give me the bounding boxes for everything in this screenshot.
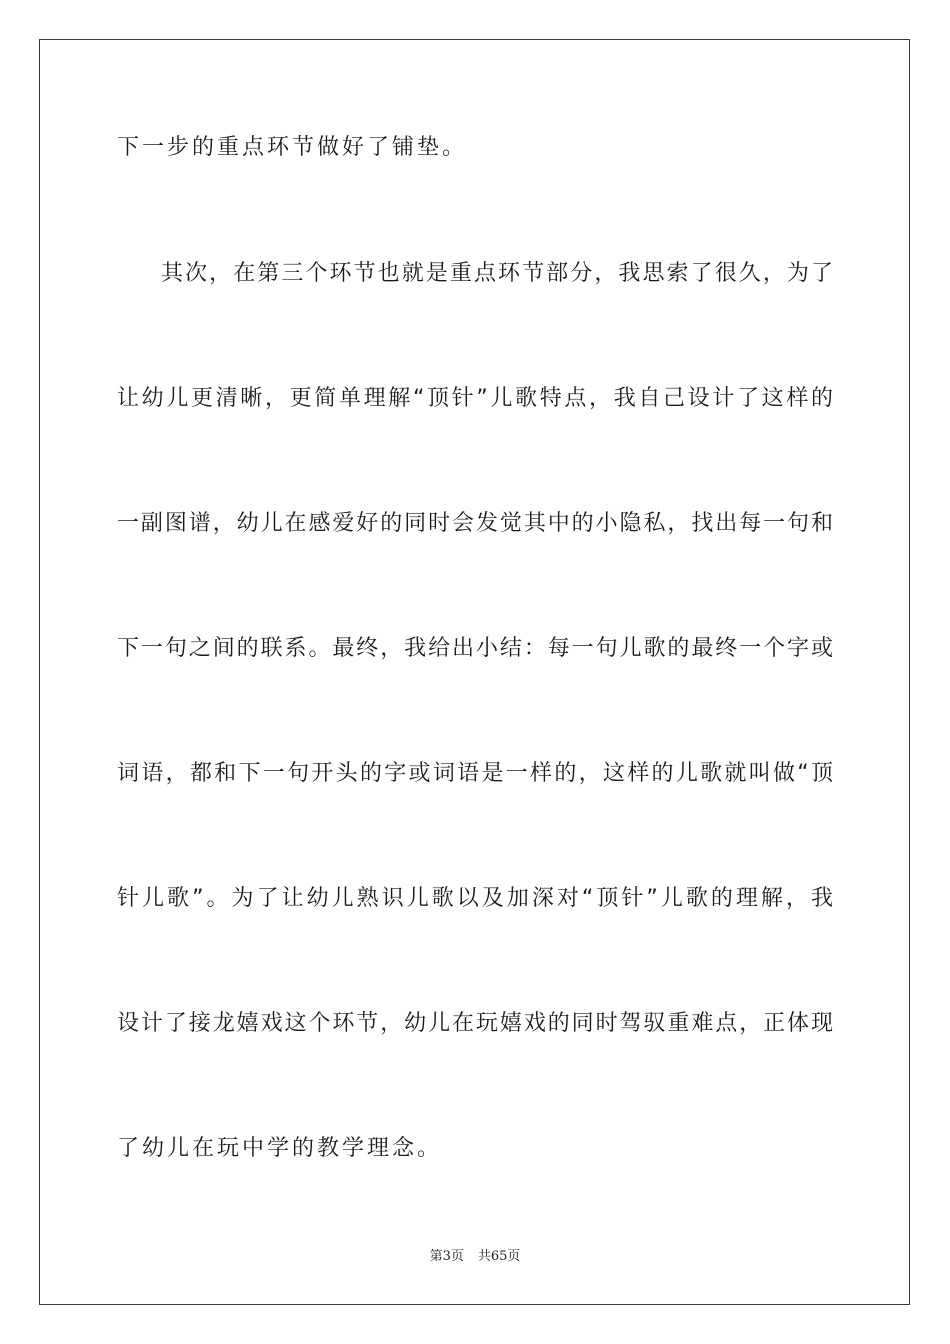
page-border bbox=[39, 39, 910, 1305]
paragraph-line: 下一句之间的联系。最终，我给出小结：每一句儿歌的最终一个字或 bbox=[117, 636, 833, 661]
paragraph-line: 让幼儿更清晰，更简单理解“顶针”儿歌特点，我自己设计了这样的 bbox=[117, 386, 833, 411]
paragraph-line: 其次，在第三个环节也就是重点环节部分，我思索了很久，为了 bbox=[161, 261, 833, 286]
paragraph-line: 下一步的重点环节做好了铺垫。 bbox=[117, 135, 468, 160]
paragraph-line: 词语，都和下一句开头的字或词语是一样的，这样的儿歌就叫做“顶 bbox=[117, 761, 833, 786]
paragraph-line: 设计了接龙嬉戏这个环节，幼儿在玩嬉戏的同时驾驭重难点，正体现 bbox=[117, 1011, 833, 1036]
paragraph-line: 针儿歌”。为了让幼儿熟识儿歌以及加深对“顶针”儿歌的理解，我 bbox=[117, 886, 833, 911]
paragraph-line: 一副图谱，幼儿在感爱好的同时会发觉其中的小隐私，找出每一句和 bbox=[117, 511, 833, 536]
page-total: 共65页 bbox=[477, 1249, 521, 1264]
page-footer bbox=[0, 1245, 950, 1264]
page-number: 第3页 bbox=[429, 1249, 464, 1264]
paragraph-line: 了幼儿在玩中学的教学理念。 bbox=[117, 1136, 443, 1161]
